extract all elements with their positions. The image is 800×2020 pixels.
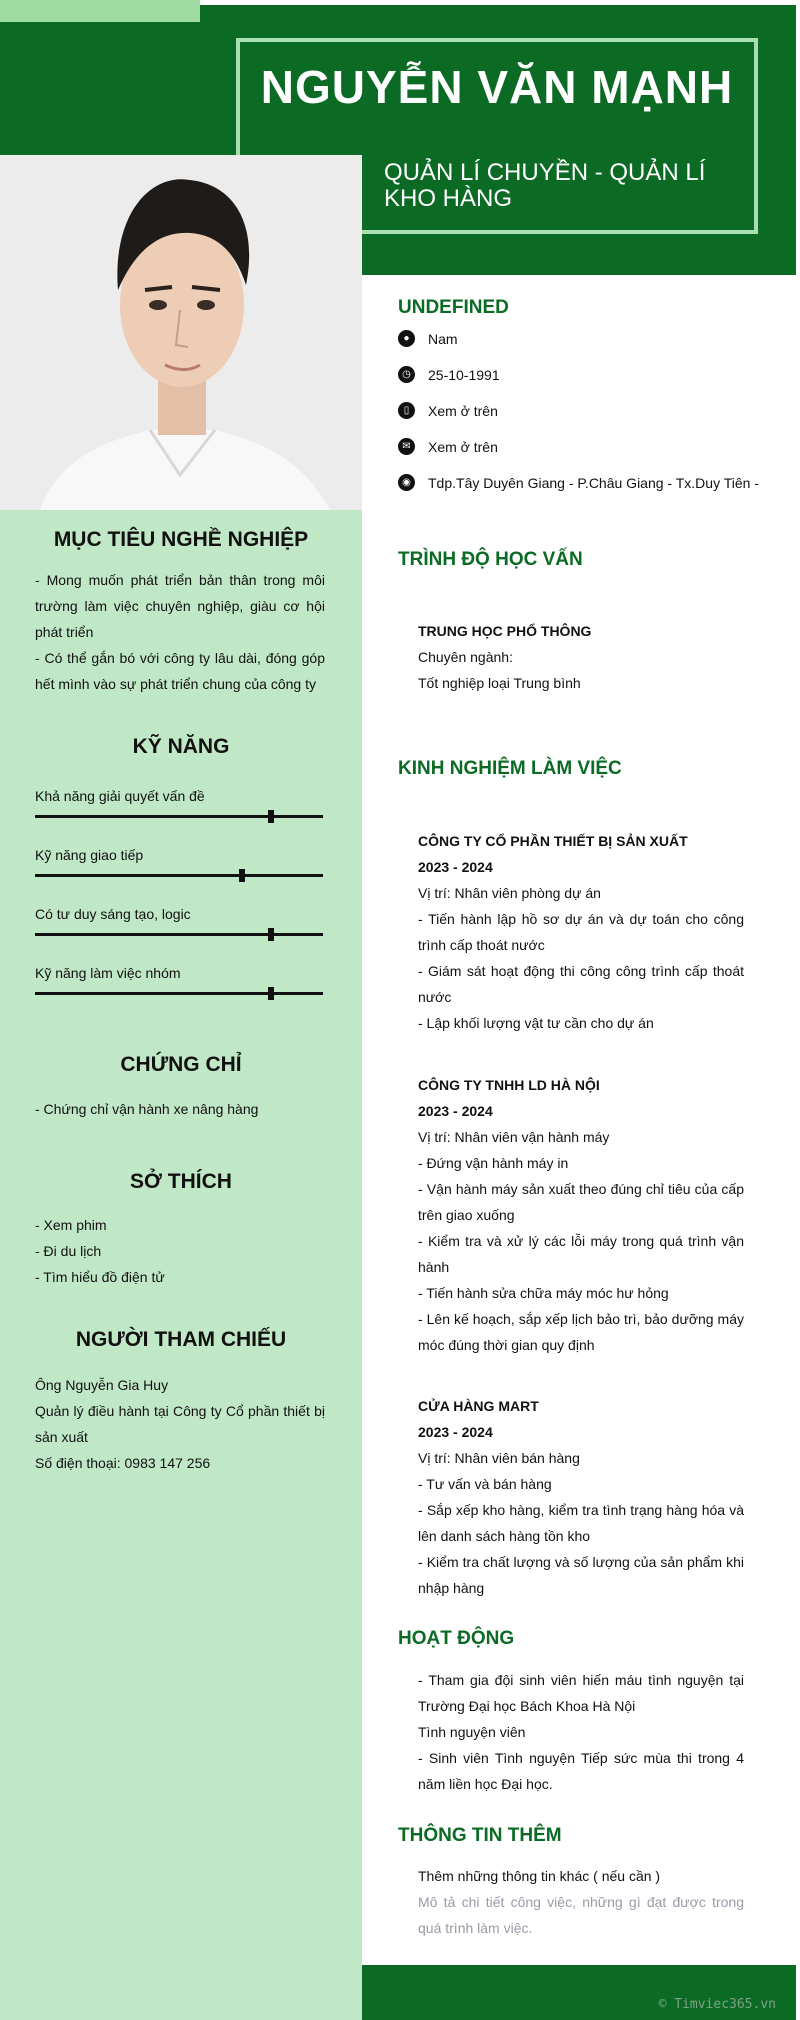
- job-position: Vị trí: Nhân viên bán hàng: [418, 1450, 580, 1466]
- footer-watermark: © Timviec365.vn: [658, 1997, 776, 2012]
- experience-title: KINH NGHIỆM LÀM VIỆC: [398, 758, 622, 779]
- mail-icon: ✉: [398, 438, 415, 455]
- job-entry: [418, 828, 744, 1036]
- job-company: CỬA HÀNG MART: [418, 1398, 539, 1414]
- education-major: Chuyên ngành:: [418, 649, 513, 665]
- sidebar: [0, 510, 362, 2020]
- contact-text: Xem ở trên: [428, 403, 498, 419]
- skill-level-marker: [268, 987, 274, 1000]
- job-task: - Tiến hành sửa chữa máy móc hư hỏng: [418, 1285, 669, 1301]
- portrait-illustration: [0, 155, 362, 510]
- job-position: Vị trí: Nhân viên phòng dự án: [418, 885, 601, 901]
- skill-label: Kỹ năng làm việc nhóm: [35, 965, 181, 981]
- activities-title: HOẠT ĐỘNG: [398, 1628, 515, 1649]
- reference-role: Quản lý điều hành tại Công ty Cổ phần thiết bị sản xuất: [35, 1403, 325, 1445]
- skill-bar: [35, 933, 323, 936]
- contact-text: Nam: [428, 331, 458, 347]
- certificate-item: - Chứng chỉ vận hành xe nâng hàng: [35, 1101, 259, 1117]
- objective-text-2: - Có thể gắn bó với công ty lâu dài, đóng góp hết mình vào sự phát triển chung của công ty: [35, 650, 325, 692]
- location-icon: ◉: [398, 474, 415, 491]
- hobby-item: - Xem phim: [35, 1217, 107, 1233]
- skill-label: Có tư duy sáng tạo, logic: [35, 906, 191, 922]
- job-task: - Sắp xếp kho hàng, kiểm tra tình trạng hàng hóa và lên danh sách hàng tồn kho: [418, 1502, 744, 1544]
- activity-item: - Sinh viên Tình nguyện Tiếp sức mùa thi trong 4 năm liền học Đại học.: [418, 1750, 744, 1792]
- contact-text: Tdp.Tây Duyên Giang - P.Châu Giang - Tx.Duy Tiên -: [428, 475, 759, 491]
- job-position: Vị trí: Nhân viên vận hành máy: [418, 1129, 610, 1145]
- education-title: TRÌNH ĐỘ HỌC VẤN: [398, 549, 583, 570]
- job-entry: [418, 1393, 744, 1601]
- skill-level-marker: [239, 869, 245, 882]
- certificates-title: CHỨNG CHỈ: [120, 1053, 242, 1076]
- hobby-item: - Đi du lịch: [35, 1243, 102, 1259]
- job-company: CÔNG TY TNHH LD HÀ NỘI: [418, 1077, 600, 1093]
- hobby-item: - Tìm hiểu đồ điện tử: [35, 1269, 165, 1285]
- skill-bar: [35, 815, 323, 818]
- job-company: CÔNG TY CỔ PHẦN THIẾT BỊ SẢN XUẤT: [418, 833, 688, 849]
- additional-line: Thêm những thông tin khác ( nếu cần ): [418, 1868, 661, 1884]
- education-result: Tốt nghiệp loại Trung bình: [418, 675, 581, 691]
- job-task: - Vận hành máy sản xuất theo đúng chỉ tiêu của cấp trên giao xuống: [418, 1181, 744, 1223]
- activity-item: - Tham gia đội sinh viên hiến máu tình nguyện tại Trường Đại học Bách Khoa Hà Nội: [418, 1672, 744, 1714]
- additional-title: THÔNG TIN THÊM: [398, 1825, 562, 1846]
- job-entry: [418, 1072, 744, 1358]
- additional-text: [418, 1863, 744, 1941]
- job-task: - Kiểm tra và xử lý các lỗi máy trong quá trình vận hành: [418, 1233, 744, 1275]
- job-task: - Tư vấn và bán hàng: [418, 1476, 552, 1492]
- activity-item: Tình nguyện viên: [418, 1724, 526, 1740]
- profile-photo: [0, 155, 362, 510]
- skill-label: Kỹ năng giao tiếp: [35, 847, 144, 863]
- person-icon: ●: [398, 330, 415, 347]
- job-title: QUẢN LÍ CHUYỀN - QUẢN LÍ KHO HÀNG: [384, 159, 706, 212]
- activities-text: [418, 1667, 744, 1797]
- job-task: - Kiểm tra chất lượng và số lượng của sản phẩm khi nhập hàng: [418, 1554, 744, 1596]
- job-period: 2023 - 2024: [418, 1424, 493, 1440]
- references-title: NGƯỜI THAM CHIẾU: [75, 1328, 287, 1351]
- contact-text: 25-10-1991: [428, 367, 500, 383]
- job-period: 2023 - 2024: [418, 1103, 493, 1119]
- job-task: - Lên kế hoạch, sắp xếp lịch bảo trì, bảo dưỡng máy móc đúng thời gian quy định: [418, 1311, 744, 1353]
- candidate-name: NGUYỄN VĂN MẠNH: [260, 61, 734, 113]
- hobbies-title: SỞ THÍCH: [130, 1170, 232, 1193]
- job-task: - Đứng vận hành máy in: [418, 1155, 569, 1171]
- job-task: - Giám sát hoạt động thi công công trình cấp thoát nước: [418, 963, 744, 1005]
- additional-description: Mô tả chi tiết công việc, những gì đạt được trong quá trình làm việc.: [418, 1894, 744, 1936]
- contact-text: Xem ở trên: [428, 439, 498, 455]
- objective-title: MỤC TIÊU NGHỀ NGHIỆP: [53, 528, 309, 551]
- education-school: TRUNG HỌC PHỔ THÔNG: [418, 623, 592, 639]
- skill-level-marker: [268, 810, 274, 823]
- skill-bar: [35, 874, 323, 877]
- skill-level-marker: [268, 928, 274, 941]
- reference-phone: Số điện thoại: 0983 147 256: [35, 1455, 211, 1471]
- job-task: - Lập khối lượng vật tư cần cho dự án: [418, 1015, 654, 1031]
- phone-icon: ▯: [398, 402, 415, 419]
- skill-bar: [35, 992, 323, 995]
- skill-label: Khả năng giải quyết vấn đề: [35, 788, 205, 804]
- decor-strip: [0, 0, 200, 22]
- objective-text-1: - Mong muốn phát triển bản thân trong môi trường làm việc chuyên nghiệp, giàu cơ hội phát triển: [35, 572, 325, 640]
- clock-icon: ◷: [398, 366, 415, 383]
- contact-heading: UNDEFINED: [398, 297, 509, 318]
- skills-title: KỸ NĂNG: [132, 735, 230, 758]
- reference-name: Ông Nguyễn Gia Huy: [35, 1377, 169, 1393]
- job-period: 2023 - 2024: [418, 859, 493, 875]
- job-task: - Tiến hành lập hồ sơ dự án và dự toán cho công trình cấp thoát nước: [418, 911, 744, 953]
- footer-band: [362, 1965, 796, 2020]
